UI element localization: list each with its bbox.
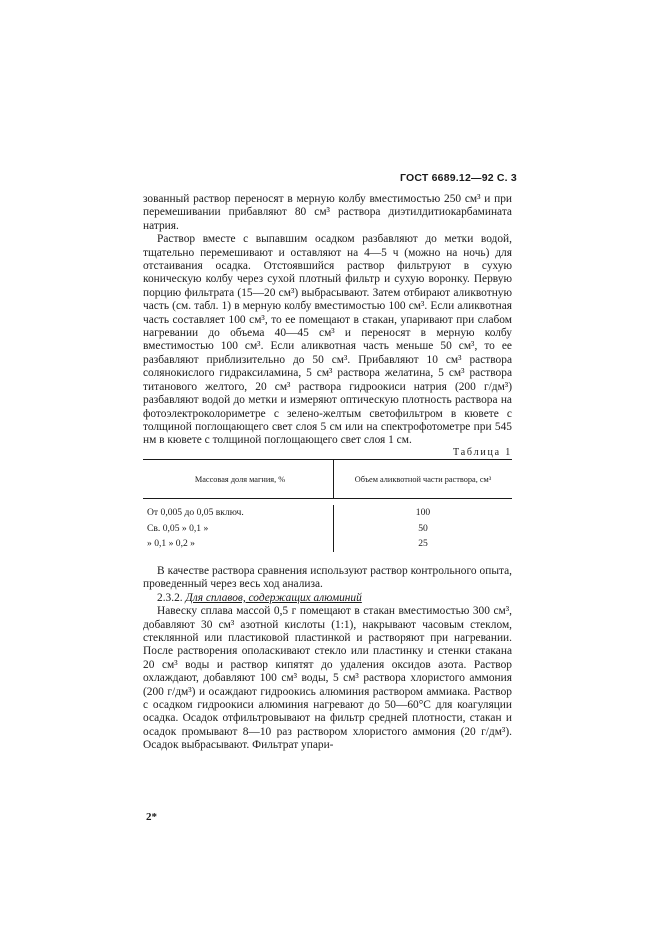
table-cell-volume: 100	[333, 505, 512, 521]
table-body	[143, 499, 512, 558]
section-heading	[143, 592, 512, 605]
paragraph-2: Раствор вместе с выпавшим осадком разбавляют до метки водой, тщательно перемешивают и оставляют на 4—5 ч (можно на ночь) для отстаивания осадка. Отстоявшийся раствор фильтруют в сухую коническую колбу через сухой плотный фильтр и сухую воронку. Первую порцию фильтрата (15—20 см³) выбрасывают. Затем отбирают аликвотную часть (см. табл. 1) в мерную колбу вместимостью 100 см³. Если аликвотная часть составляет 100 см³, то ее помещают в стакан, упаривают при слабом нагревании до объема 40—45 см³ и переносят в мерную колбу вместимостью 100 см³. Если аликвотная часть меньше 50 см³, то ее разбавляют приблизительно до 50 см³. Прибавляют 10 см³ раствора солянокислого гидраксиламина, 5 см³ раствора желатина, 5 см³ раствора титанового желтого, 20 см³ раствора гидроокиси натрия (200 г/дм³) разбавляют водой до метки и измеряют оптическую плотность раствора на фотоэлектроколориметре с зелено-желтым светофильтром в кювете с толщиной поглощающего свет слоя 5 см или на спектрофотометре при 545 нм в кювете с толщиной поглощающего свет слоя 1 см.	[143, 233, 512, 447]
table-1	[143, 459, 512, 558]
body-text-top	[143, 193, 512, 448]
section-title: Для сплавов, содержащих алюминий	[185, 591, 362, 604]
table-cell-volume: 50	[333, 521, 512, 537]
table-header-volume: Объем аликвотной части раствора, см³	[333, 460, 512, 498]
table-caption: Таблица 1	[453, 447, 512, 458]
table-cell-range: От 0,005 до 0,05 включ.	[147, 507, 244, 519]
table-row	[143, 536, 512, 552]
paragraph-reference-solution: В качестве раствора сравнения используют раствор контрольного опыта, проведенный через весь ход анализа.	[143, 565, 512, 591]
table-cell-range: » 0,1 » 0,2 »	[147, 538, 195, 550]
table-cell-volume: 25	[333, 536, 512, 552]
table-header-magnesium: Массовая доля магния, %	[194, 474, 286, 484]
page-mark: 2*	[146, 811, 157, 823]
table-header-row	[143, 460, 512, 498]
table-row	[143, 505, 512, 521]
document-header: ГОСТ 6689.12—92 С. 3	[400, 172, 517, 184]
paragraph-1: зованный раствор переносят в мерную колбу вместимостью 250 см³ и при перемешивании прибавляют 80 см³ раствора диэтилдитиокарбамината натрия.	[143, 193, 512, 232]
section-paragraph: Навеску сплава массой 0,5 г помещают в стакан вместимостью 300 см³, добавляют 30 см³ азотной кислоты (1:1), накрывают часовым стеклом, стеклянной или пластиковой пластинкой и растворяют при нагревании. После растворения ополаскивают стекло или пластинку и стенки стакана 20 см³ воды и раствор кипятят до удаления оксидов азота. Раствор охлаждают, добавляют 100 см³ воды, 5 см³ раствора хлористого аммония (200 г/дм³) и осаждают гидроокись алюминия раствором аммиака. Раствор с осадком гидроокиси алюминия нагревают до 50—60°С для коагуляции осадка. Осадок отфильтровывают на фильтр средней плотности, стакан и осадок промывают 8—10 раз раствором хлористого аммония (20 г/дм³). Осадок выбрасывают. Фильтрат упари-	[143, 605, 512, 752]
body-text-bottom	[143, 565, 512, 753]
table-cell-range: Св. 0,05 » 0,1 »	[147, 522, 209, 534]
table-row	[143, 521, 512, 537]
section-number: 2.3.2.	[157, 591, 183, 604]
